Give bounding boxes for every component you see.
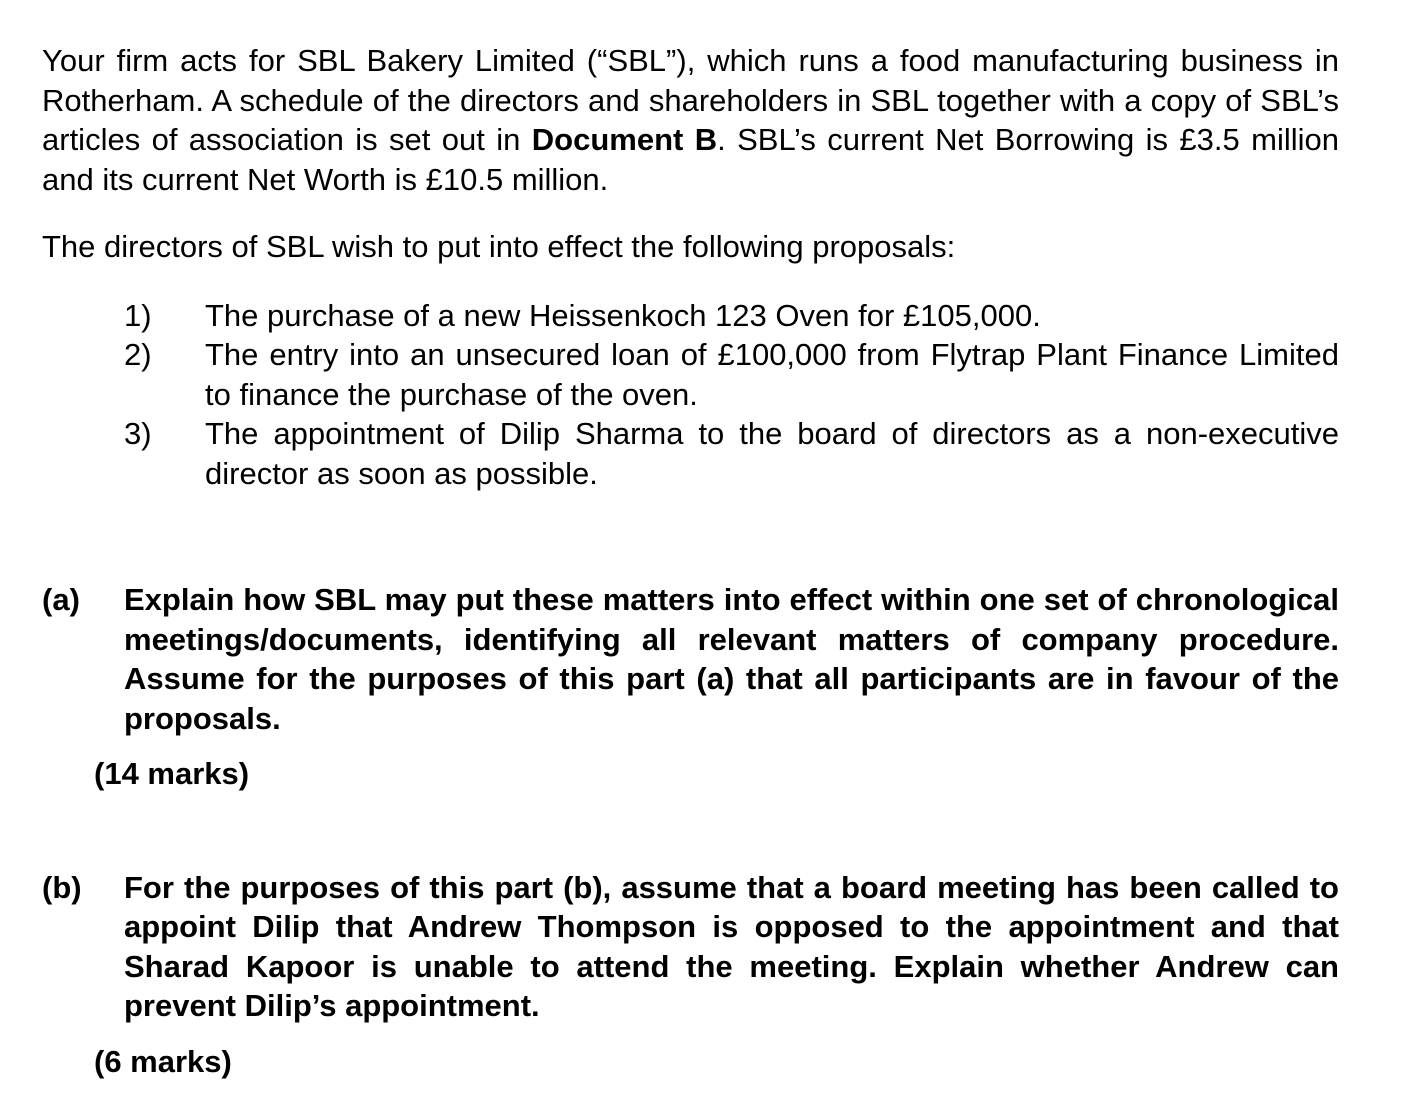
question-label: (b) <box>42 869 82 905</box>
proposal-text: The purchase of a new Heissenkoch 123 Oven for £105,000. <box>205 297 1041 333</box>
exam-question-document <box>42 41 1339 1081</box>
question-b <box>42 868 1339 1026</box>
proposals-list <box>42 296 1339 494</box>
question-a-marks: (14 marks) <box>94 756 250 791</box>
question-label: (a) <box>42 582 80 617</box>
question-text: Explain how SBL may put these matters into effect within one set of chronological meetings/documents, identifying all relevant matters of company procedure. Assume for the purposes of this part (a) that all participants are in favour of the proposals. <box>124 582 1339 736</box>
question-text: For the purposes of this part (b), assume that a board meeting has been called to appoint Dilip that Andrew Thompson is opposed to the appointment and that Sharad Kapoor is unable to attend the meeting. Explain whether Andrew can prevent Dilip’s appointment. <box>124 869 1339 1023</box>
intro-text-end: . SBL’s current Net Borrowing is £3.5 million and its current Net Worth is £10.5 million. <box>42 122 1339 197</box>
document-reference: Document B <box>531 122 718 157</box>
proposal-text: The entry into an unsecured loan of £100,000 from Flytrap Plant Finance Limited to finance the purchase of the oven. <box>205 337 1339 412</box>
intro-paragraph <box>42 41 1339 199</box>
question-b-marks: (6 marks) <box>94 1043 232 1079</box>
proposal-item <box>42 296 1339 336</box>
proposal-number: 2) <box>124 337 152 372</box>
proposal-number: 3) <box>124 416 152 451</box>
proposals-lead: The directors of SBL wish to put into effect the following proposals: <box>42 229 956 264</box>
proposal-text: The appointment of Dilip Sharma to the board of directors as a non-executive director as soon as possible. <box>205 416 1339 491</box>
proposal-number: 1) <box>124 297 152 333</box>
proposal-item <box>42 335 1339 414</box>
proposal-item <box>42 414 1339 493</box>
intro-text-start: Your firm acts for SBL Bakery Limited (“SBL”), which runs a food manufacturing business in Rotherham. A schedule of the directors and shareholders in SBL together with a copy of SBL’s articles of association is set out in <box>42 43 1339 157</box>
question-a <box>42 580 1339 738</box>
